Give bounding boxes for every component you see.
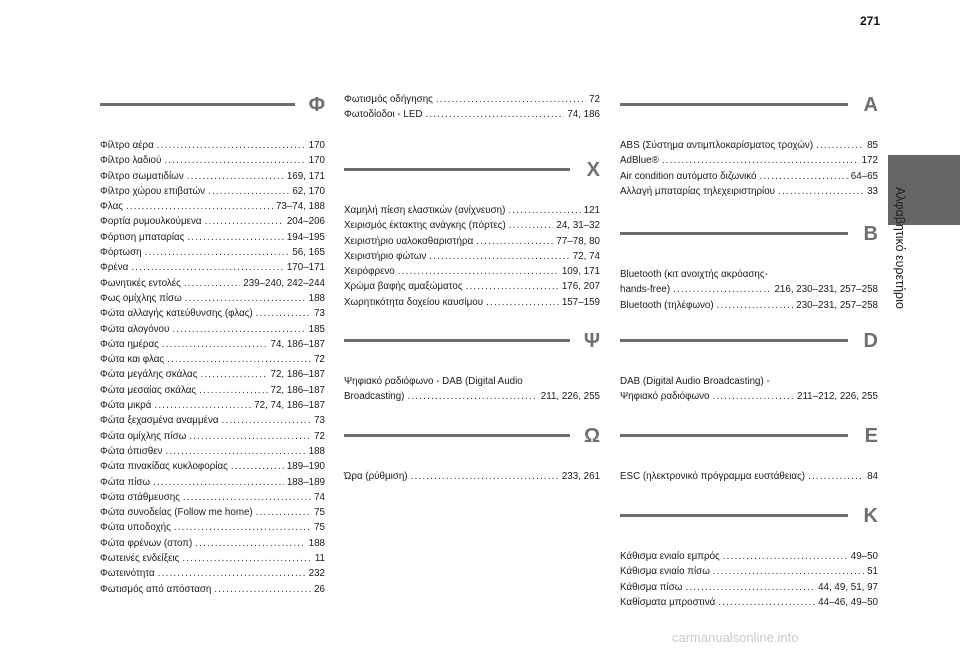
entry-term: Φώτα ομίχλης πίσω <box>100 430 187 442</box>
index-entry <box>100 337 325 352</box>
dot-leader <box>256 505 311 520</box>
index-entry <box>620 374 878 389</box>
entry-term: Φόρτωση <box>100 247 142 259</box>
dot-leader <box>486 295 559 310</box>
entry-pages: 72, 74 <box>572 250 600 262</box>
index-entry <box>620 153 878 168</box>
entry-pages: 64–65 <box>850 170 878 182</box>
index-section <box>620 330 878 405</box>
entry-pages: 169, 171 <box>286 170 325 182</box>
entry-term: Φωτεινές ενδείξεις <box>100 553 180 565</box>
dot-leader <box>153 475 284 490</box>
entry-pages: 204–206 <box>286 216 325 228</box>
index-entry <box>100 582 325 597</box>
section-header <box>344 425 600 469</box>
entry-term: Φώτα μικρά <box>100 400 152 412</box>
entry-pages: 170 <box>308 140 325 151</box>
entry-term: Φώτα ξεχασμένα αναμμένα <box>100 415 219 427</box>
entry-term: Κάθισμα πίσω <box>620 581 683 593</box>
dot-leader <box>199 383 267 398</box>
entry-term: Air condition αυτόματο διζωνικό <box>620 170 757 182</box>
entry-pages: 24, 31–32 <box>556 220 600 232</box>
index-entry <box>344 218 600 233</box>
entry-term: Φώτα στάθμευσης <box>100 491 180 503</box>
entry-term: Broadcasting) <box>344 391 405 403</box>
index-section <box>620 425 878 484</box>
index-entry <box>620 549 878 564</box>
index-entry <box>620 580 878 595</box>
entry-pages: 216, 230–231, 257–258 <box>774 284 878 296</box>
section-header <box>620 425 878 469</box>
entry-term: Φώτα μεγάλης σκάλας <box>100 369 198 381</box>
section-rule <box>344 168 570 171</box>
entry-term: Φόρτιση μπαταρίας <box>100 231 185 243</box>
entry-term: Φως ομίχλης πίσω <box>100 292 182 304</box>
index-entry <box>620 595 878 610</box>
index-entry <box>344 469 600 484</box>
entry-pages: 188 <box>308 445 325 457</box>
index-entry <box>344 374 600 389</box>
section-header <box>344 159 600 203</box>
section-rule <box>344 434 570 437</box>
dot-leader <box>174 520 311 535</box>
dot-leader <box>145 245 290 260</box>
dot-leader <box>162 337 268 352</box>
dot-leader <box>222 413 312 428</box>
entry-pages: 84 <box>867 471 878 482</box>
dot-leader <box>231 459 284 474</box>
entry-pages: 189–190 <box>286 461 325 473</box>
entry-term: Φώτα αλλαγής κατεύθυνσης (φλας) <box>100 308 253 320</box>
index-entry <box>100 184 325 199</box>
entry-pages: 49–50 <box>850 551 878 562</box>
section-letter: Ψ <box>583 330 600 352</box>
entry-pages: 73 <box>314 308 325 320</box>
section-rule <box>620 103 848 106</box>
section-rule <box>620 514 848 517</box>
entry-term: Φίλτρο αέρα <box>100 140 154 151</box>
entry-pages: 62, 170 <box>292 185 325 197</box>
dot-leader <box>476 234 553 249</box>
entry-term: Ψηφιακό ραδιόφωνο - DAB (Digital Audio <box>344 376 523 387</box>
entry-term: Φλας <box>100 201 123 213</box>
dot-leader <box>509 218 554 233</box>
index-entry <box>100 169 325 184</box>
dot-leader <box>187 230 283 245</box>
dot-leader <box>662 153 859 168</box>
entry-pages: 74, 186 <box>567 109 600 121</box>
entry-pages: 172 <box>861 155 878 167</box>
entry-term: Φορτία ρυμουλκούμενα <box>100 216 202 228</box>
index-section <box>344 330 600 405</box>
section-rule <box>620 232 848 235</box>
index-entry <box>100 398 325 413</box>
entry-pages: 74 <box>314 491 325 503</box>
side-tab-label: Αλφαβητικό ευρετήριο <box>893 187 907 309</box>
dot-leader <box>195 536 305 551</box>
section-letter: D <box>863 330 878 352</box>
entry-pages: 26 <box>314 583 325 595</box>
entry-term: Ψηφιακό ραδιόφωνο <box>620 391 710 403</box>
page-number: 271 <box>860 14 881 28</box>
dot-leader <box>131 260 284 275</box>
index-entry <box>100 429 325 444</box>
index-entry <box>100 566 325 581</box>
dot-leader <box>508 203 580 218</box>
dot-leader <box>398 264 559 279</box>
dot-leader <box>208 184 289 199</box>
dot-leader <box>154 398 251 413</box>
entry-term: Χειριστήριο φώτων <box>344 250 427 262</box>
index-section <box>344 92 600 123</box>
index-entry <box>620 389 878 404</box>
entry-pages: 185 <box>308 323 325 335</box>
index-entry <box>344 279 600 294</box>
index-entry <box>620 282 878 297</box>
index-entry <box>100 520 325 535</box>
entry-pages: 211, 226, 255 <box>540 391 600 403</box>
index-section <box>344 159 600 310</box>
entry-term: Bluetooth (τηλέφωνο) <box>620 299 714 311</box>
index-entry <box>100 459 325 474</box>
index-entry <box>100 475 325 490</box>
index-entry <box>100 490 325 505</box>
entry-term: Χειριστήριο υαλοκαθαριστήρα <box>344 235 474 247</box>
entry-term: Χωρητικότητα δοχείου καυσίμου <box>344 296 484 308</box>
entry-pages: 232 <box>308 568 325 580</box>
entry-term: Χαμηλή πίεση ελαστικών (ανίχνευση) <box>344 205 506 216</box>
index-entry <box>100 214 325 229</box>
dot-leader <box>808 469 864 484</box>
dot-leader <box>429 249 569 264</box>
dot-leader <box>164 153 305 168</box>
section-header <box>100 94 325 138</box>
entry-pages: 72, 186–187 <box>270 384 325 396</box>
watermark-text: carmanualsonline.info <box>672 630 799 645</box>
index-entry <box>344 264 600 279</box>
dot-leader <box>158 566 306 581</box>
dot-leader <box>407 389 537 404</box>
entry-pages: 239–240, 242–244 <box>243 277 325 289</box>
index-entry <box>620 169 878 184</box>
section-header <box>620 223 878 267</box>
index-entry <box>100 444 325 459</box>
entry-term: Φωτισμός από απόσταση <box>100 583 212 595</box>
section-letter: Ω <box>583 425 600 447</box>
dot-leader <box>411 469 559 484</box>
dot-leader <box>184 276 240 291</box>
index-entry <box>344 92 600 107</box>
dot-leader <box>165 444 305 459</box>
dot-leader <box>183 490 311 505</box>
entry-pages: 72, 186–187 <box>270 369 325 381</box>
entry-term: Φωνητικές εντολές <box>100 277 181 289</box>
entry-term: Χειρισμός έκτακτης ανάγκης (πόρτες) <box>344 220 506 232</box>
entry-term: ESC (ηλεκτρονικό πρόγραμμα ευστάθειας) <box>620 471 806 482</box>
entry-term: Φώτα όπισθεν <box>100 445 163 457</box>
section-letter: E <box>864 425 878 447</box>
section-header <box>620 505 878 549</box>
index-entry <box>620 469 878 484</box>
entry-pages: 188 <box>308 292 325 304</box>
entry-term: Κάθισμα ενιαίο πίσω <box>620 566 710 578</box>
index-entry <box>100 505 325 520</box>
section-header <box>620 330 878 374</box>
dot-leader <box>167 352 311 367</box>
section-letter: A <box>863 94 878 116</box>
index-entry <box>100 138 325 153</box>
index-entry <box>100 551 325 566</box>
index-entry <box>100 260 325 275</box>
index-section <box>620 94 878 199</box>
index-entry <box>620 267 878 282</box>
entry-pages: 11 <box>314 553 325 565</box>
index-entry <box>100 352 325 367</box>
entry-pages: 211–212, 226, 255 <box>797 391 878 403</box>
dot-leader <box>717 298 794 313</box>
index-entry <box>344 107 600 122</box>
entry-term: Καθίσματα μπροστινά <box>620 596 716 608</box>
entry-pages: 233, 261 <box>561 471 600 482</box>
entry-term: Χειρόφρενο <box>344 266 395 278</box>
entry-term: Φωτοδίοδοι - LED <box>344 109 423 121</box>
dot-leader <box>759 169 847 184</box>
entry-term: Bluetooth (κιτ ανοιχτής ακρόασης- <box>620 269 768 280</box>
entry-term: ABS (Σύστημα αντιμπλοκαρίσματος τροχών) <box>620 140 814 151</box>
index-entry <box>344 203 600 218</box>
entry-pages: 188–189 <box>286 476 325 488</box>
index-entry <box>344 234 600 249</box>
dot-leader <box>436 92 586 107</box>
entry-term: Φώτα υποδοχής <box>100 522 171 534</box>
entry-term: Φωτισμός οδήγησης <box>344 94 433 105</box>
entry-term: Χρώμα βαφής αμαξώματος <box>344 281 463 293</box>
dot-leader <box>205 214 284 229</box>
entry-pages: 85 <box>867 140 878 151</box>
entry-pages: 157–159 <box>561 296 600 308</box>
dot-leader <box>187 169 284 184</box>
dot-leader <box>172 322 305 337</box>
dot-leader <box>256 306 311 321</box>
entry-term: Φώτα πίσω <box>100 476 151 488</box>
entry-pages: 170 <box>308 155 325 167</box>
entry-term: Φίλτρο χώρου επιβατών <box>100 185 206 197</box>
entry-pages: 230–231, 257–258 <box>796 299 878 311</box>
entry-pages: 170–171 <box>286 262 325 274</box>
entry-pages: 75 <box>314 522 325 534</box>
entry-term: AdBlue® <box>620 155 659 167</box>
index-entry <box>100 245 325 260</box>
index-entry <box>620 138 878 153</box>
entry-term: Φώτα αλογόνου <box>100 323 170 335</box>
entry-term: Φίλτρο σωματιδίων <box>100 170 184 182</box>
entry-term: DAB (Digital Audio Broadcasting) - <box>620 376 770 387</box>
dot-leader <box>126 199 273 214</box>
dot-leader <box>712 389 794 404</box>
entry-pages: 121 <box>583 205 600 216</box>
index-entry <box>100 276 325 291</box>
index-entry <box>100 536 325 551</box>
dot-leader <box>685 580 815 595</box>
entry-term: Φώτα μεσαίας σκάλας <box>100 384 197 396</box>
entry-pages: 73–74, 188 <box>275 201 325 213</box>
entry-pages: 77–78, 80 <box>556 235 600 247</box>
entry-term: Φώτα και φλας <box>100 354 165 366</box>
section-letter: B <box>863 223 878 245</box>
entry-term: hands-free) <box>620 284 671 296</box>
entry-pages: 109, 171 <box>561 266 600 278</box>
dot-leader <box>713 564 864 579</box>
dot-leader <box>185 291 306 306</box>
index-entry <box>100 306 325 321</box>
entry-term: Φίλτρο λαδιού <box>100 155 162 167</box>
section-rule <box>100 103 295 106</box>
entry-pages: 73 <box>314 415 325 427</box>
section-rule <box>620 339 848 342</box>
dot-leader <box>425 107 564 122</box>
dot-leader <box>182 551 311 566</box>
index-entry <box>100 153 325 168</box>
index-entry <box>100 291 325 306</box>
section-header <box>344 330 600 374</box>
entry-pages: 75 <box>314 507 325 519</box>
index-section <box>100 94 325 597</box>
index-section <box>620 505 878 610</box>
section-letter: K <box>863 505 878 527</box>
dot-leader <box>466 279 559 294</box>
entry-pages: 44, 49, 51, 97 <box>818 581 878 593</box>
dot-leader <box>723 549 848 564</box>
entry-term: Φώτα πινακίδας κυκλοφορίας <box>100 461 228 473</box>
index-entry <box>620 184 878 199</box>
entry-pages: 194–195 <box>286 231 325 243</box>
entry-pages: 176, 207 <box>561 281 600 293</box>
entry-term: Αλλαγή μπαταρίας τηλεχειριστηρίου <box>620 185 776 197</box>
entry-pages: 188 <box>308 537 325 549</box>
section-letter: Χ <box>586 159 600 181</box>
entry-pages: 72, 74, 186–187 <box>254 400 325 412</box>
index-entry <box>100 413 325 428</box>
dot-leader <box>214 582 311 597</box>
entry-pages: 72 <box>314 430 325 442</box>
entry-pages: 44–46, 49–50 <box>818 596 878 608</box>
index-entry <box>344 389 600 404</box>
entry-pages: 72 <box>589 94 600 105</box>
index-entry <box>620 298 878 313</box>
index-entry <box>100 322 325 337</box>
index-entry <box>344 295 600 310</box>
index-section <box>620 223 878 313</box>
section-letter: Φ <box>308 94 325 116</box>
entry-term: Φώτα συνοδείας (Follow me home) <box>100 507 253 519</box>
dot-leader <box>673 282 771 297</box>
dot-leader <box>718 595 815 610</box>
entry-pages: 33 <box>867 185 878 197</box>
entry-term: Ώρα (ρύθμιση) <box>344 471 408 482</box>
dot-leader <box>200 367 267 382</box>
dot-leader <box>189 429 311 444</box>
entry-pages: 74, 186–187 <box>270 338 325 350</box>
index-entry <box>620 564 878 579</box>
entry-term: Φρένα <box>100 262 129 274</box>
entry-pages: 72 <box>314 354 325 366</box>
entry-term: Φωτεινότητα <box>100 568 155 580</box>
section-rule <box>620 434 848 437</box>
index-entry <box>100 383 325 398</box>
entry-term: Φώτα ημέρας <box>100 338 159 350</box>
entry-pages: 56, 165 <box>292 247 325 259</box>
dot-leader <box>778 184 864 199</box>
dot-leader <box>157 138 306 153</box>
dot-leader <box>816 138 864 153</box>
index-entry <box>344 249 600 264</box>
index-entry <box>100 230 325 245</box>
index-entry <box>100 367 325 382</box>
index-entry <box>100 199 325 214</box>
index-section <box>344 425 600 484</box>
section-rule <box>344 339 570 342</box>
entry-pages: 51 <box>867 566 878 578</box>
entry-term: Κάθισμα ενιαίο εμπρός <box>620 551 720 562</box>
section-header <box>620 94 878 138</box>
entry-term: Φώτα φρένων (στοπ) <box>100 537 193 549</box>
